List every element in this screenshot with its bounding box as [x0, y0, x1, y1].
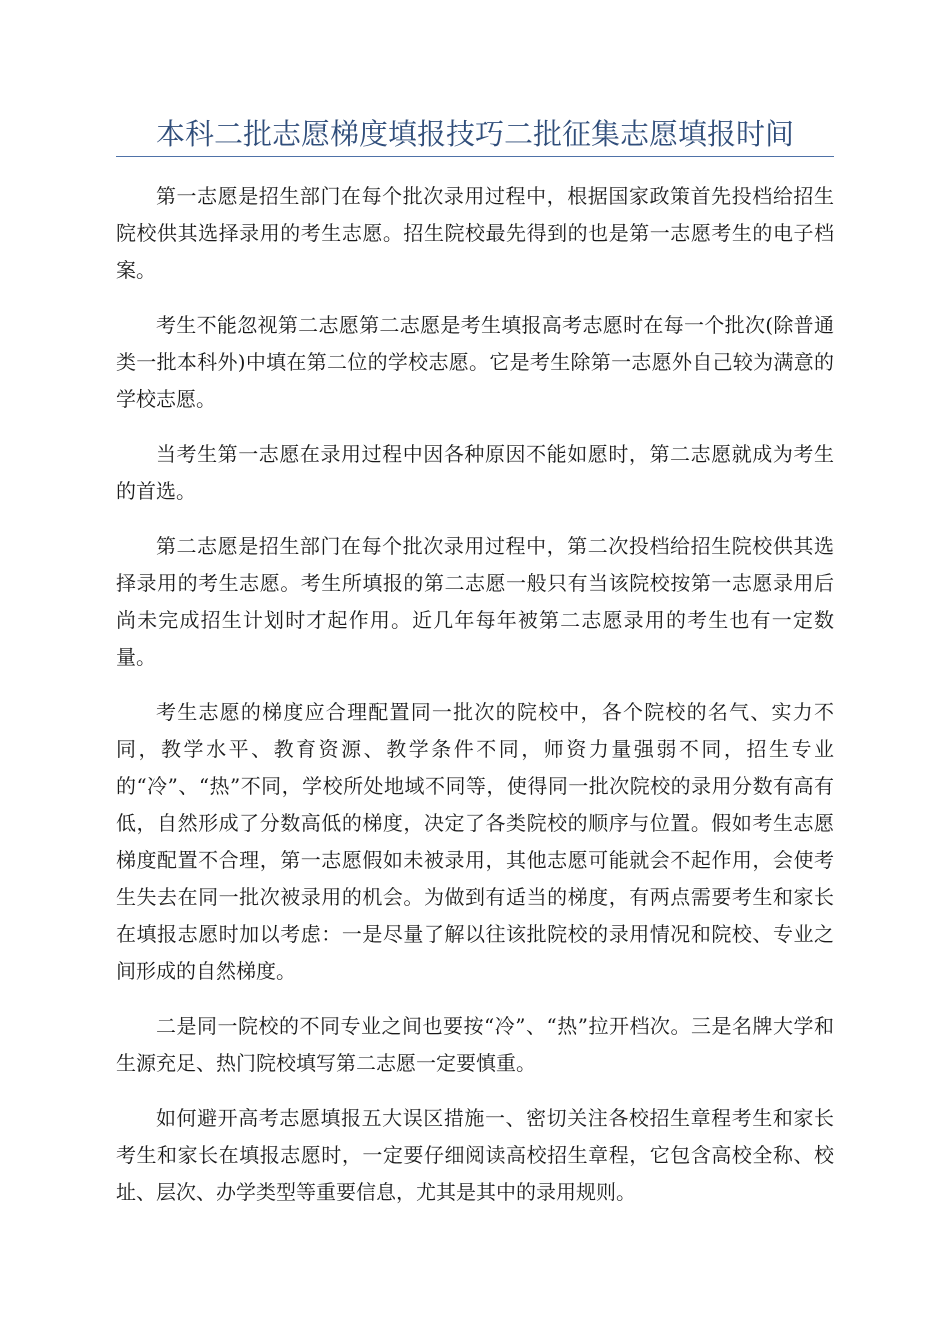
document-body	[116, 178, 834, 1229]
paragraph-1: 第一志愿是招生部门在每个批次录用过程中，根据国家政策首先投档给招生院校供其选择录用的考生志愿。招生院校最先得到的也是第一志愿考生的电子档案。	[116, 184, 834, 282]
document-title: 本科二批志愿梯度填报技巧二批征集志愿填报时间	[155, 117, 794, 151]
paragraph-5: 考生志愿的梯度应合理配置同一批次的院校中，各个院校的名气、实力不同，教学水平、教育资源、教学条件不同，师资力量强弱不同，招生专业的“冷”、“热”不同，学校所处地域不同等，使得同一批次院校的录用分数有高有低，自然形成了分数高低的梯度，决定了各类院校的顺序与位置。假如考生志愿梯度配置不合理，第一志愿假如未被录用，其他志愿可能就会不起作用，会使考生失去在同一批次被录用的机会。为做到有适当的梯度，有两点需要考生和家长在填报志愿时加以考虑：一是尽量了解以往该批院校的录用情况和院校、专业之间形成的自然梯度。	[116, 700, 834, 983]
paragraph-4: 第二志愿是招生部门在每个批次录用过程中，第二次投档给招生院校供其选择录用的考生志愿。考生所填报的第二志愿一般只有当该院校按第一志愿录用后尚未完成招生计划时才起作用。近几年每年被第二志愿录用的考生也有一定数量。	[116, 534, 834, 669]
title-underline	[116, 156, 834, 157]
paragraph-7: 如何避开高考志愿填报五大误区措施一、密切关注各校招生章程考生和家长考生和家长在填报志愿时，一定要仔细阅读高校招生章程，它包含高校全称、校址、层次、办学类型等重要信息，尤其是其中的录用规则。	[116, 1106, 834, 1204]
paragraph-6: 二是同一院校的不同专业之间也要按“冷”、“热”拉开档次。三是名牌大学和生源充足、热门院校填写第二志愿一定要慎重。	[116, 1014, 834, 1075]
paragraph-3: 当考生第一志愿在录用过程中因各种原因不能如愿时，第二志愿就成为考生的首选。	[116, 442, 834, 503]
paragraph-2: 考生不能忽视第二志愿第二志愿是考生填报高考志愿时在每一个批次(除普通类一批本科外)中填在第二位的学校志愿。它是考生除第一志愿外自己较为满意的学校志愿。	[116, 313, 834, 411]
